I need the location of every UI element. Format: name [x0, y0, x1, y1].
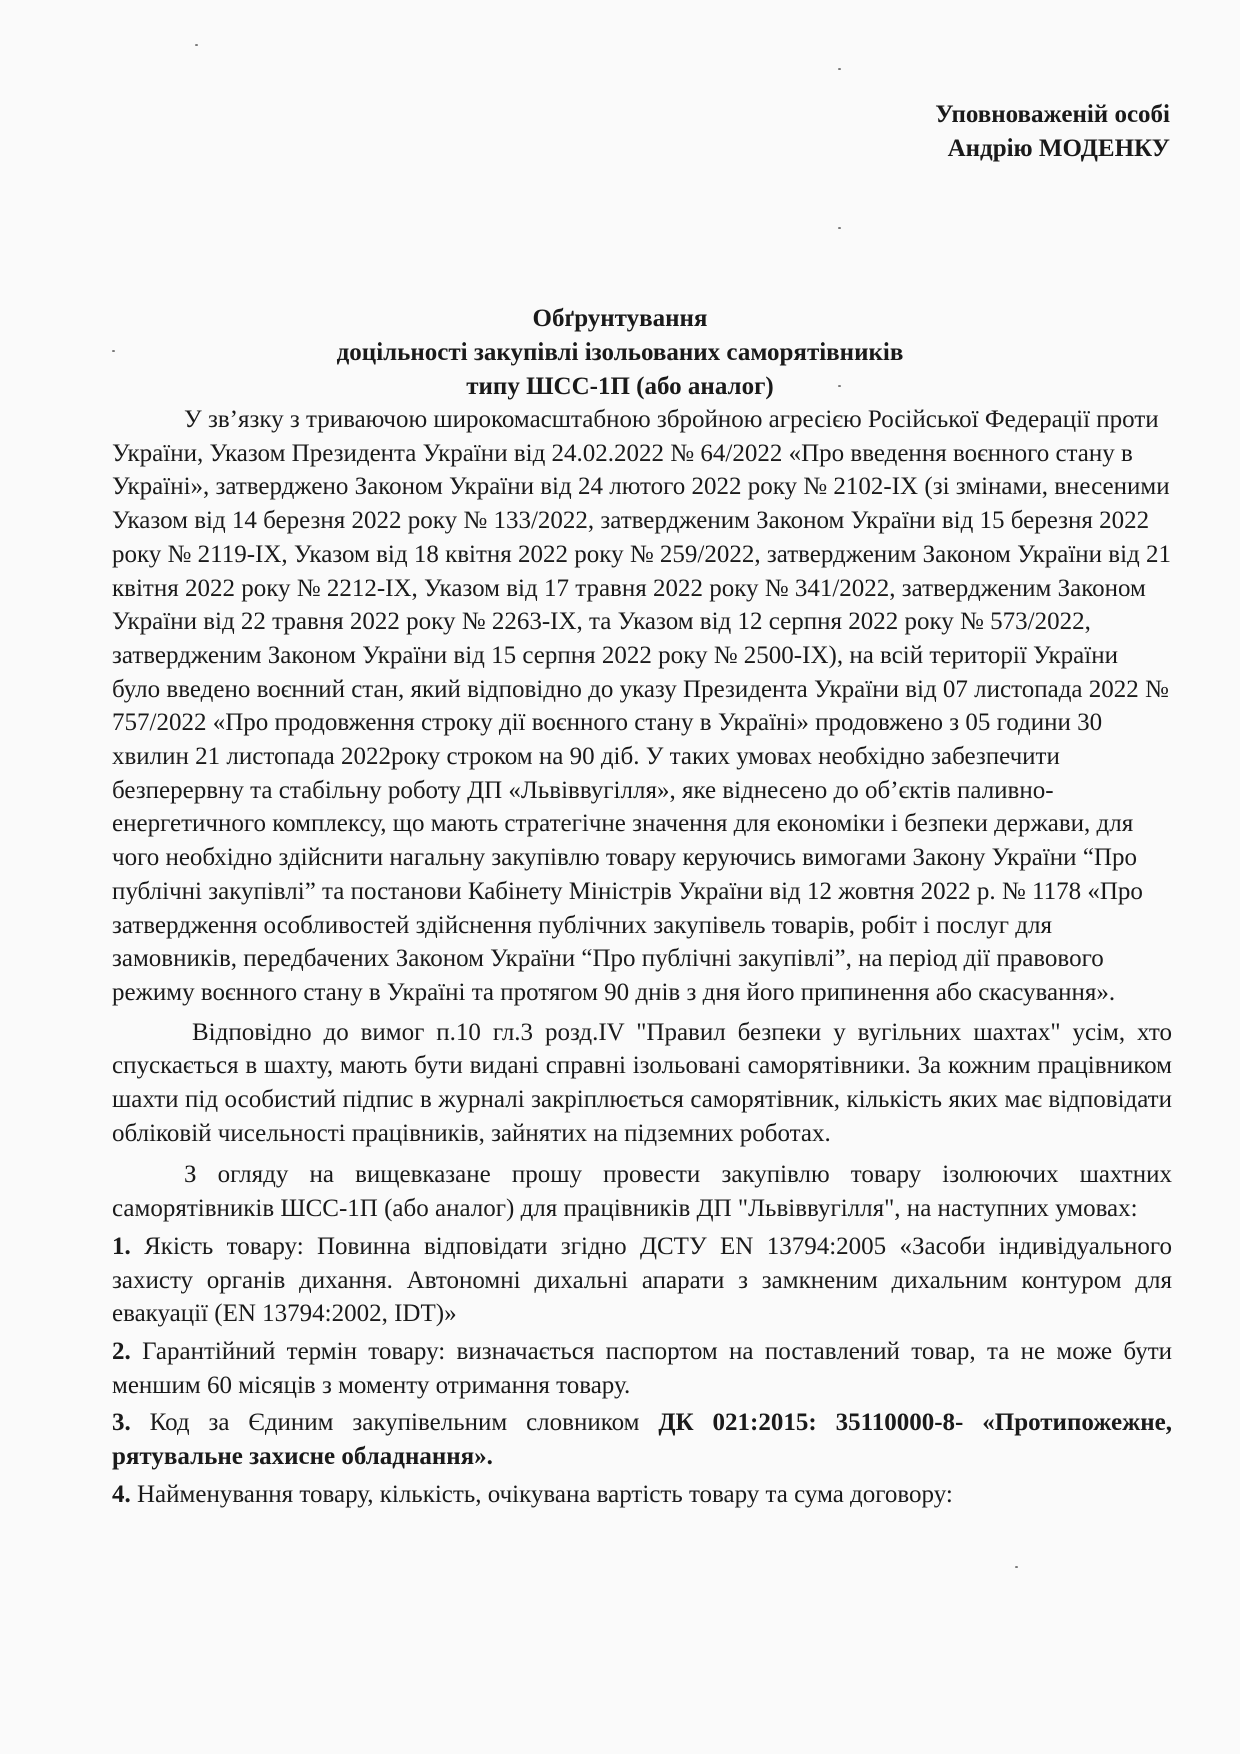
- title-line-1: Обґрунтування: [532, 305, 708, 332]
- scan-speck: [838, 227, 841, 229]
- condition-number: 3.: [112, 1409, 131, 1437]
- paragraph-safety-rules: Відповідно до вимог п.10 гл.3 розд.IV "Правил безпеки у вугільних шахтах" усім, хто спускається в шахту, мають бути видані справні ізольовані саморятівники. За кожним працівником шахти під особистий підпис в журналі закріплюється саморятівник, кількість яких має відповідати обліковій чисельності працівників, зайнятих на підземних роботах.: [112, 1018, 1172, 1147]
- addressee-position: Уповноваженій особі: [935, 101, 1170, 128]
- title-line-3: типу ШСС-1П (або аналог): [466, 373, 774, 400]
- condition-text: Найменування товару, кількість, очікувана вартість товару та сума договору:: [137, 1480, 953, 1508]
- scan-speck: [838, 68, 841, 70]
- document-body: [112, 403, 1172, 1512]
- condition-number: 4.: [112, 1480, 131, 1508]
- condition-code-bold: ДК 021:2015: 35110000-8- «Протипожежне, рятувальне захисне обладнання».: [112, 1409, 1173, 1471]
- condition-text: Гарантійний термін товару: визначається паспортом на поставлений товар, та не може бути меншим 60 місяців з моменту отримання товару.: [112, 1337, 1172, 1399]
- condition-text: Код за Єдиним закупівельним словником: [149, 1409, 640, 1437]
- condition-code: [112, 1406, 1172, 1473]
- condition-quality: [112, 1230, 1172, 1331]
- condition-goods: [112, 1478, 1172, 1512]
- condition-number: 2.: [112, 1337, 131, 1365]
- condition-warranty: [112, 1335, 1172, 1402]
- scan-speck: [1015, 1566, 1018, 1568]
- paragraph-martial-law: У зв’язку з триваючою широкомасштабною збройною агресією Російської Федерації проти України, Указом Президента України від 24.02.2022 № 64/2022 «Про введення воєнного стану в Україні», затверджено Законом України від 24 лютого 2022 року № 2102-IX (зі змінами, внесеними Указом від 14 березня 2022 року № 133/2022, затвердженим Законом України від 15 березня 2022 року № 2119-IX, Указом від 18 квітня 2022 року № 259/2022, затвердженим Законом України від 21 квітня 2022 року № 2212-IX, Указом від 17 травня 2022 року № 341/2022, затвердженим Законом України від 22 травня 2022 року № 2263-IX, та Указом від 12 серпня 2022 року № 573/2022, затвердженим Законом України від 15 серпня 2022 року № 2500-IX), на всій території України було введено воєнний стан, який відповідно до указу Президента України від 07 листопада 2022 № 757/2022 «Про продовження строку дії воєнного стану в Україні» продовжено з 05 години 30 хвилин 21 листопада 2022року строком на 90 діб. У таких умовах необхідно забезпечити безперервну та стабільну роботу ДП «Львіввугілля», яке віднесено до об’єктів паливно-енергетичного комплексу, що мають стратегічне значення для економіки і безпеки держави, для чого необхідно здійснити нагальну закупівлю товару керуючись вимогами Закону України “Про публічні закупівлі” та постанови Кабінету Міністрів України від 12 жовтня 2022 р. № 1178 «Про затвердження особливостей здійснення публічних закупівель товарів, робіт і послуг для замовників, передбачених Законом України “Про публічні закупівлі”, на період дії правового режиму воєнного стану в Україні та протягом 90 днів з дня його припинення або скасування».: [112, 406, 1172, 1006]
- document-title: [0, 302, 1240, 404]
- paragraph-request: З огляду на вищевказане прошу провести закупівлю товару ізолюючих шахтних саморятівників ШСС-1П (або аналог) для працівників ДП "Львіввугілля", на наступних умовах:: [112, 1161, 1172, 1223]
- addressee-block: [935, 98, 1170, 166]
- condition-number: 1.: [112, 1232, 131, 1260]
- condition-text: Якість товару: Повинна відповідати згідно ДСТУ EN 13794:2005 «Засоби індивідуального захисту органів дихання. Автономні дихальні апарати з замкненим дихальним контуром для евакуації (EN 13794:2002, IDT)»: [112, 1232, 1172, 1328]
- scan-speck: [195, 44, 198, 46]
- title-line-2: доцільності закупівлі ізольованих саморятівників: [336, 339, 904, 366]
- addressee-name: Андрію МОДЕНКУ: [947, 135, 1170, 162]
